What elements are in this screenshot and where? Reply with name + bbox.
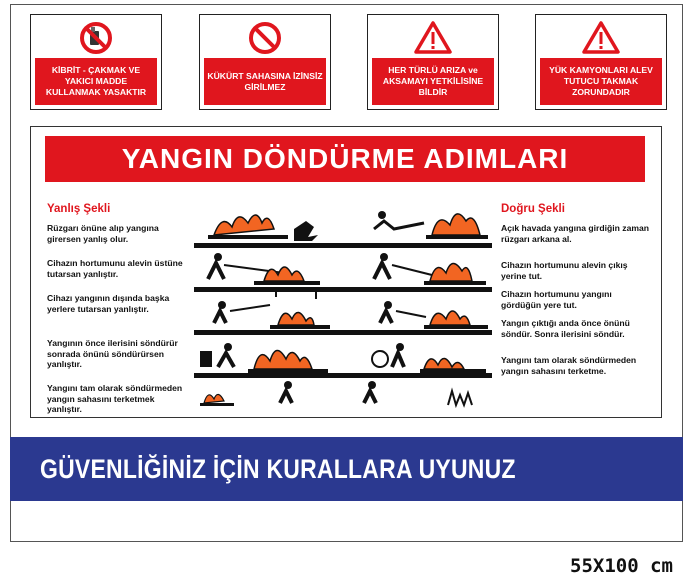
right-heading: Doğru Şekli: [501, 203, 565, 215]
wrong-heading: Yanlış Şekli: [47, 203, 111, 215]
right-list: [501, 223, 651, 385]
sign-label: HER TÜRLÜ ARIZA ve AKSAMAYI YETKİLİSİNE BİLDİR: [372, 58, 494, 105]
no-lighter-icon: [31, 21, 161, 55]
list-item: Cihazı yangının dışında başka yerlere tutarsan yanlıştır.: [47, 293, 170, 314]
sign-no-entry: [199, 14, 331, 110]
sign-label: YÜK KAMYONLARI ALEV TUTUCU TAKMAK ZORUNDADIR: [540, 58, 662, 105]
sign-spark-arrestor: [535, 14, 667, 110]
sign-label: KİBRİT - ÇAKMAK VE YAKICI MADDE KULLANMAK YASAKTIR: [35, 58, 157, 105]
list-item: Cihazın hortumunu alevin çıkış yerine tut.: [501, 260, 628, 281]
list-item: Yangının önce ilerisini söndürür sonrada önünü söndürürsen yanlıştır.: [47, 338, 178, 369]
sign-report-fault: [367, 14, 499, 110]
sign-no-lighter: [30, 14, 162, 110]
size-label: 55X100 cm: [570, 555, 673, 577]
safety-banner: [10, 437, 683, 501]
warning-triangle-icon: [368, 21, 498, 55]
banner-text: GÜVENLİĞİNİZ İÇİN KURALLARA UYUNUZ: [40, 453, 516, 484]
prohibition-icon: [200, 21, 330, 55]
list-item: Yangını tam olarak söndürmeden yangın sahasını terketme.: [501, 355, 637, 376]
list-item: Yangını tam olarak söndürmeden yangın sahasını terketmek yanlıştır.: [47, 383, 183, 414]
sign-label: KÜKÜRT SAHASINA İZİNSİZ GİRİLMEZ: [204, 58, 326, 105]
list-item: Açık havada yangına girdiğin zaman rüzgarı arkana al.: [501, 223, 650, 244]
warning-triangle-icon: [536, 21, 666, 55]
firefighting-illustration: [194, 199, 492, 409]
list-item: Cihazın hortumunu yangını gördüğün yere tut.: [501, 289, 612, 310]
list-item: Yangın çıktığı anda önce önünü söndür. Sonra ilerisini söndür.: [501, 318, 630, 339]
list-item: Rüzgarı önüne alıp yangına girersen yanlış olur.: [47, 223, 159, 244]
fire-steps-panel: [30, 126, 662, 418]
wrong-list: [47, 223, 187, 424]
list-item: Cihazın hortumunu alevin üstüne tutarsan yanlıştır.: [47, 258, 183, 279]
panel-title: YANGIN DÖNDÜRME ADIMLARI: [45, 136, 645, 182]
